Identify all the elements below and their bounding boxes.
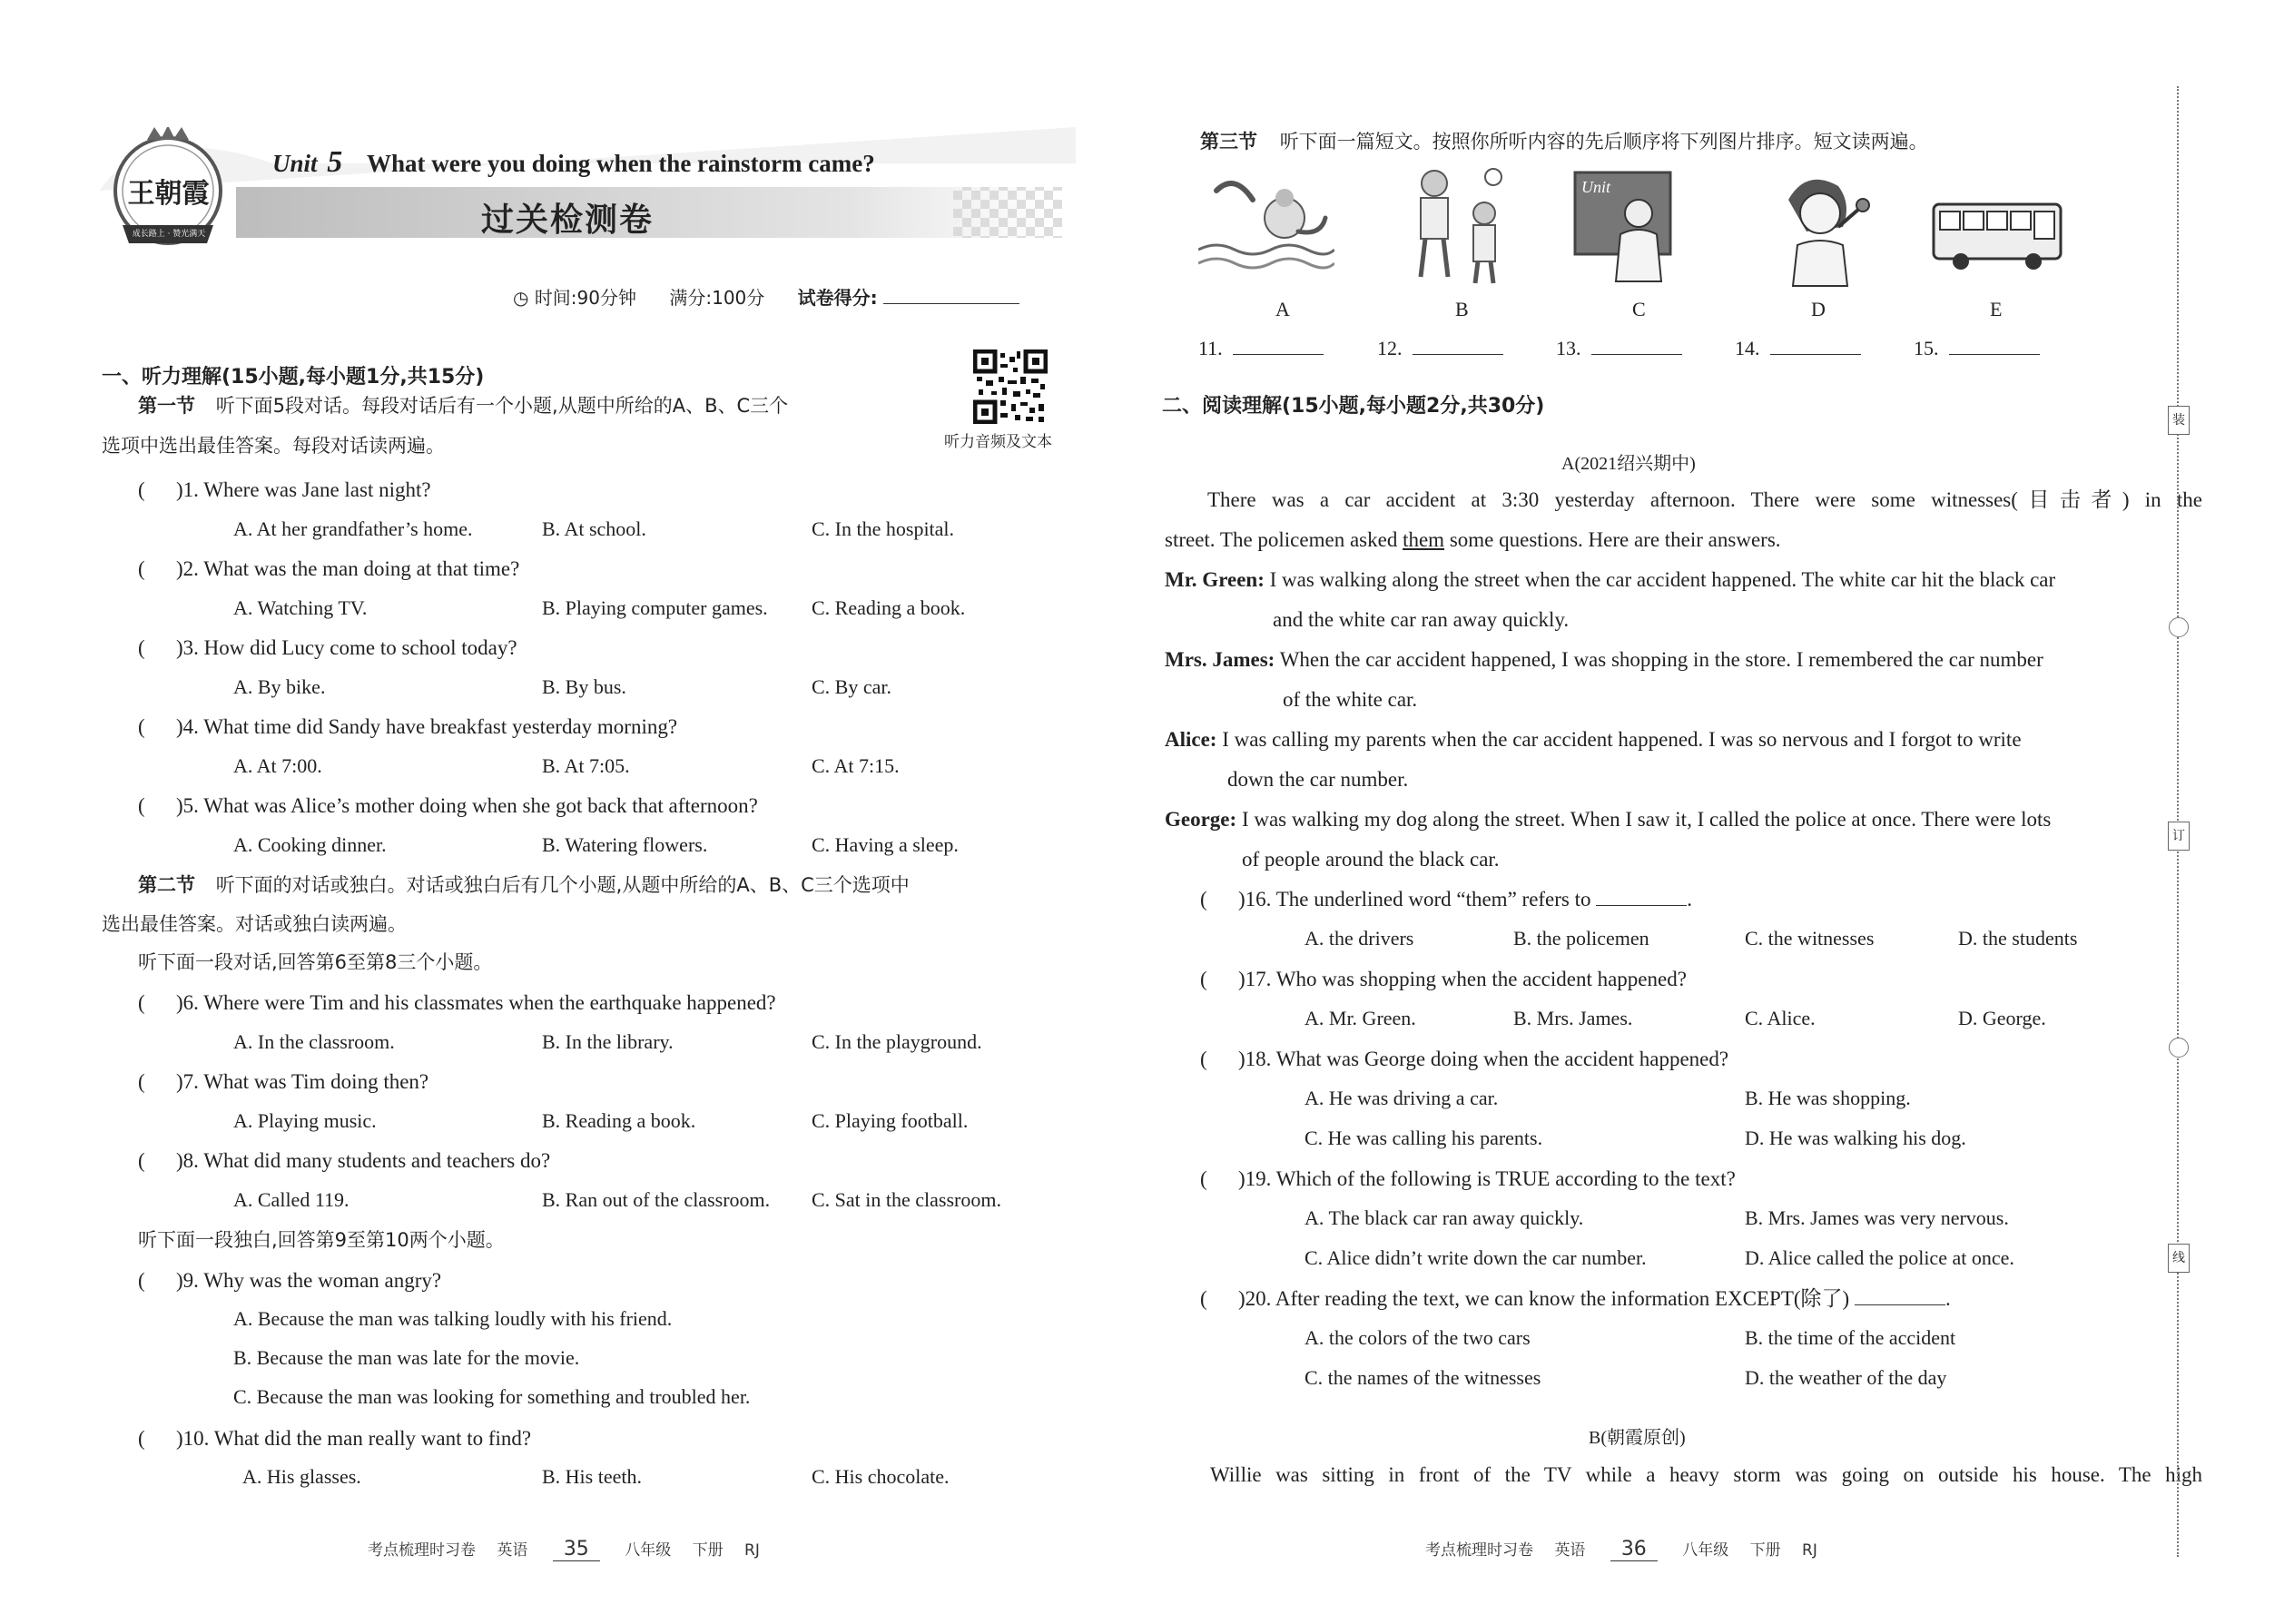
speaker-george-line2: of people around the black car. bbox=[1242, 848, 1500, 871]
time-info: 时间:90分钟 bbox=[534, 287, 636, 309]
q19-option-b: B. Mrs. James was very nervous. bbox=[1745, 1206, 2009, 1229]
unit-label: Unit bbox=[272, 150, 318, 177]
footer-page-number: 36 bbox=[1610, 1538, 1658, 1561]
section3-text: 听下面一篇短文。按照你所听内容的先后顺序将下列图片排序。短文读两遍。 bbox=[1279, 131, 1928, 153]
q6-option-c: C. In the playground. bbox=[812, 1030, 982, 1053]
answer-bracket[interactable]: ( bbox=[138, 557, 145, 580]
question-text: )5. What was Alice’s mother doing when she got back that afternoon? bbox=[176, 794, 758, 817]
question-5 bbox=[138, 792, 758, 820]
q2-option-a: A. Watching TV. bbox=[233, 596, 368, 619]
footer-volume: 下册 bbox=[1749, 1541, 1781, 1560]
question-8 bbox=[138, 1147, 551, 1175]
question-text: )4. What time did Sandy have breakfast yesterday morning? bbox=[176, 715, 678, 738]
blank-13[interactable] bbox=[1556, 337, 1682, 360]
question-16 bbox=[1200, 886, 1693, 913]
q20-option-c: C. the names of the witnesses bbox=[1305, 1366, 1541, 1389]
clock-icon: ◷ bbox=[513, 287, 529, 309]
q8-option-b: B. Ran out of the classroom. bbox=[542, 1188, 771, 1211]
q19-option-a: A. The black car ran away quickly. bbox=[1305, 1206, 1584, 1229]
section1-text: 听下面5段对话。每段对话后有一个小题,从题中所给的A、B、C三个 bbox=[215, 395, 789, 417]
question-17 bbox=[1200, 966, 1687, 993]
picture-label-c: C bbox=[1632, 298, 1646, 320]
logo-text: 王朝霞 bbox=[127, 178, 210, 210]
q6-option-b: B. In the library. bbox=[542, 1030, 674, 1053]
q2-option-c: C. Reading a book. bbox=[812, 596, 966, 619]
question-text: )1. Where was Jane last night? bbox=[176, 478, 431, 501]
board-text: Unit bbox=[1581, 178, 1611, 196]
speaker-mr-green-line2: and the white car ran away quickly. bbox=[1273, 608, 1570, 631]
passage-b-line: Willie was sitting in front of the TV while a heavy storm was going on outside his house. The high bbox=[1210, 1463, 2202, 1486]
question-stem: )16. The underlined word “them” refers to bbox=[1238, 888, 1591, 910]
footer-grade: 八年级 bbox=[1682, 1541, 1729, 1560]
exam-info bbox=[513, 283, 1019, 310]
q20-option-a: A. the colors of the two cars bbox=[1305, 1326, 1531, 1349]
question-stem: )20. After reading the text, we can know the information EXCEPT(除了) bbox=[1238, 1287, 1850, 1310]
reading-heading: 二、阅读理解(15小题,每小题2分,共30分) bbox=[1162, 395, 1545, 418]
q3-option-a: A. By bike. bbox=[233, 675, 326, 698]
left-page bbox=[0, 0, 1135, 1624]
answer-bracket[interactable]: ( bbox=[1200, 1048, 1207, 1070]
q18-option-b: B. He was shopping. bbox=[1745, 1087, 1911, 1109]
blank-number: 12. bbox=[1377, 337, 1403, 359]
footer-subject: 英语 bbox=[1554, 1541, 1586, 1560]
q17-option-a: A. Mr. Green. bbox=[1305, 1007, 1416, 1029]
q10-option-a: A. His glasses. bbox=[242, 1465, 361, 1488]
answer-bracket[interactable]: ( bbox=[138, 636, 145, 659]
intro-text: street. The policemen asked bbox=[1165, 528, 1403, 551]
q9-option-c: C. Because the man was looking for something and troubled her. bbox=[233, 1385, 751, 1408]
singing-picture bbox=[1752, 163, 1888, 290]
blank-15[interactable] bbox=[1914, 337, 2040, 360]
q1-option-a: A. At her grandfather’s home. bbox=[233, 517, 473, 540]
question-text: )3. How did Lucy come to school today? bbox=[176, 636, 517, 659]
question-6 bbox=[138, 989, 776, 1017]
footer-book: 考点梳理时习卷 bbox=[368, 1541, 476, 1560]
binding-hole-icon bbox=[2169, 1038, 2189, 1058]
blank-14[interactable] bbox=[1735, 337, 1861, 360]
q10-option-b: B. His teeth. bbox=[542, 1465, 642, 1488]
passage-b-title: B(朝霞原创) bbox=[1589, 1428, 1686, 1448]
q16-option-d: D. the students bbox=[1958, 927, 2078, 950]
passage-a-intro-1: There was a car accident at 3:30 yesterday afternoon. There were some witnesses(目击者) in the bbox=[1207, 488, 2202, 511]
picture-label-b: B bbox=[1455, 298, 1469, 320]
blank-12[interactable] bbox=[1377, 337, 1503, 360]
blank-number: 15. bbox=[1914, 337, 1939, 359]
qr-code-graphic bbox=[973, 349, 1048, 424]
section1-title: 第一节 bbox=[138, 395, 195, 417]
q7-option-b: B. Reading a book. bbox=[542, 1109, 696, 1132]
picture-label-a: A bbox=[1275, 298, 1290, 320]
footer-left bbox=[368, 1537, 760, 1561]
question-text: )10. What did the man really want to find? bbox=[176, 1427, 532, 1450]
test-title: 过关检测卷 bbox=[481, 202, 655, 239]
footer-edition: RJ bbox=[744, 1541, 760, 1560]
q2-option-b: B. Playing computer games. bbox=[542, 596, 768, 619]
footer-volume: 下册 bbox=[692, 1541, 724, 1560]
answer-line[interactable] bbox=[1596, 905, 1687, 906]
q4-option-c: C. At 7:15. bbox=[812, 754, 900, 777]
q8-option-c: C. Sat in the classroom. bbox=[812, 1188, 1001, 1211]
listening-heading: 一、听力理解(15小题,每小题1分,共15分) bbox=[102, 366, 485, 389]
blank-number: 13. bbox=[1556, 337, 1581, 359]
answer-bracket[interactable]: ( bbox=[138, 478, 145, 501]
q18-option-c: C. He was calling his parents. bbox=[1305, 1127, 1543, 1149]
q5-option-a: A. Cooking dinner. bbox=[233, 833, 387, 856]
footer-edition: RJ bbox=[1802, 1541, 1817, 1560]
picture-e bbox=[1929, 163, 2065, 290]
q9-option-b: B. Because the man was late for the movie. bbox=[233, 1346, 580, 1369]
note-questions-6-8: 听下面一段对话,回答第6至第8三个小题。 bbox=[138, 951, 493, 973]
binding-hole-icon bbox=[2169, 617, 2189, 637]
q7-option-c: C. Playing football. bbox=[812, 1109, 969, 1132]
picture-label-d: D bbox=[1811, 298, 1826, 320]
q19-option-d: D. Alice called the police at once. bbox=[1745, 1246, 2014, 1269]
question-text: )19. Which of the following is TRUE according to the text? bbox=[1238, 1167, 1736, 1190]
question-text: )6. Where were Tim and his classmates when the earthquake happened? bbox=[176, 991, 776, 1014]
speaker-name: George: bbox=[1165, 808, 1237, 831]
answer-bracket[interactable]: ( bbox=[1200, 1287, 1207, 1310]
question-9 bbox=[138, 1267, 442, 1294]
unit-heading bbox=[272, 145, 875, 180]
q5-option-b: B. Watering flowers. bbox=[542, 833, 708, 856]
passage-a-intro-2 bbox=[1165, 527, 1781, 554]
q3-option-c: C. By car. bbox=[812, 675, 891, 698]
swimming-picture bbox=[1198, 163, 1334, 290]
score-label: 试卷得分: bbox=[797, 287, 878, 309]
answer-bracket[interactable]: ( bbox=[1200, 888, 1207, 910]
q7-option-a: A. Playing music. bbox=[233, 1109, 377, 1132]
section2-text: 听下面的对话或独白。对话或独白后有几个小题,从题中所给的A、B、C三个选项中 bbox=[215, 874, 910, 896]
question-text: )17. Who was shopping when the accident happened? bbox=[1238, 968, 1687, 990]
brand-logo bbox=[100, 127, 236, 263]
question-18 bbox=[1200, 1046, 1729, 1073]
answer-line[interactable] bbox=[1591, 354, 1682, 355]
side-mark-ding: 订 bbox=[2168, 822, 2190, 851]
qr-code bbox=[973, 349, 1048, 424]
speaker-line: I was walking along the street when the car accident happened. The white car hit the black car bbox=[1269, 568, 2056, 591]
q16-option-b: B. the policemen bbox=[1513, 927, 1649, 950]
speaker-mrs-james bbox=[1165, 646, 2202, 674]
q4-option-b: B. At 7:05. bbox=[542, 754, 630, 777]
q10-option-c: C. His chocolate. bbox=[812, 1465, 950, 1488]
footer-subject: 英语 bbox=[497, 1541, 528, 1560]
blank-number: 11. bbox=[1198, 337, 1223, 359]
answer-line[interactable] bbox=[1770, 354, 1861, 355]
speaker-line: When the car accident happened, I was shopping in the store. I remembered the car number bbox=[1279, 648, 2043, 671]
speaker-mr-green bbox=[1165, 566, 2202, 594]
volleyball-picture bbox=[1389, 163, 1525, 290]
section2-text-2: 选出最佳答案。对话或独白读两遍。 bbox=[102, 913, 407, 935]
answer-line[interactable] bbox=[1949, 354, 2040, 355]
full-score: 满分:100分 bbox=[669, 287, 765, 309]
question-20 bbox=[1200, 1285, 1951, 1313]
answer-bracket[interactable]: ( bbox=[138, 1269, 145, 1292]
picture-label-e: E bbox=[1990, 298, 2003, 320]
side-mark-zhuang: 装 bbox=[2168, 406, 2190, 435]
side-mark-xian: 线 bbox=[2168, 1244, 2190, 1273]
intro-text: some questions. Here are their answers. bbox=[1444, 528, 1781, 551]
section1-intro bbox=[138, 392, 788, 419]
speaker-george bbox=[1165, 806, 2202, 833]
question-text: )18. What was George doing when the accident happened? bbox=[1238, 1048, 1729, 1070]
section3-intro bbox=[1200, 128, 1928, 155]
footer-book: 考点梳理时习卷 bbox=[1425, 1541, 1533, 1560]
question-3 bbox=[138, 635, 517, 662]
underlined-word: them bbox=[1403, 528, 1445, 551]
answer-line[interactable] bbox=[1233, 354, 1324, 355]
answer-bracket[interactable]: ( bbox=[138, 794, 145, 817]
q6-option-a: A. In the classroom. bbox=[233, 1030, 395, 1053]
answer-bracket[interactable]: ( bbox=[138, 1427, 145, 1450]
footer-grade: 八年级 bbox=[625, 1541, 672, 1560]
header-banner bbox=[91, 127, 1076, 263]
speaker-line: I was calling my parents when the car accident happened. I was so nervous and I forgot to write bbox=[1222, 728, 2022, 751]
section3-title: 第三节 bbox=[1200, 131, 1257, 153]
q16-option-c: C. the witnesses bbox=[1745, 927, 1875, 950]
q1-option-c: C. In the hospital. bbox=[812, 517, 955, 540]
speaker-alice bbox=[1165, 726, 2202, 753]
question-text: )7. What was Tim doing then? bbox=[176, 1070, 429, 1093]
speaker-name: Mrs. James: bbox=[1165, 648, 1275, 671]
answer-bracket[interactable]: ( bbox=[138, 1070, 145, 1093]
q20-option-b: B. the time of the accident bbox=[1745, 1326, 1956, 1349]
unit-title: What were you doing when the rainstorm came? bbox=[367, 150, 875, 177]
question-text bbox=[1238, 1285, 1951, 1313]
section2-intro bbox=[138, 871, 910, 899]
logo-ribbon-text: 成长路上 · 赞光满天 bbox=[132, 230, 206, 239]
question-tail: . bbox=[1687, 888, 1693, 910]
q18-option-a: A. He was driving a car. bbox=[1305, 1087, 1499, 1109]
speaker-name: Mr. Green: bbox=[1165, 568, 1265, 591]
answer-bracket[interactable]: ( bbox=[1200, 968, 1207, 990]
qr-caption: 听力音频及文本 bbox=[944, 433, 1052, 451]
q5-option-c: C. Having a sleep. bbox=[812, 833, 959, 856]
speaker-name: Alice: bbox=[1165, 728, 1217, 751]
answer-bracket[interactable]: ( bbox=[1200, 1167, 1207, 1190]
q4-option-a: A. At 7:00. bbox=[233, 754, 322, 777]
q17-option-b: B. Mrs. James. bbox=[1513, 1007, 1633, 1029]
question-text: )2. What was the man doing at that time? bbox=[176, 557, 520, 580]
passage-a-title: A(2021绍兴期中) bbox=[1561, 454, 1696, 474]
note-questions-9-10: 听下面一段独白,回答第9至第10两个小题。 bbox=[138, 1229, 505, 1251]
question-4 bbox=[138, 714, 678, 741]
score-blank[interactable] bbox=[883, 303, 1019, 304]
speaker-mrs-james-line2: of the white car. bbox=[1283, 688, 1418, 711]
bus-picture bbox=[1929, 163, 2065, 290]
question-text bbox=[1238, 886, 1692, 913]
blank-11[interactable] bbox=[1198, 337, 1324, 360]
picture-b bbox=[1389, 163, 1525, 290]
answer-line[interactable] bbox=[1855, 1304, 1945, 1305]
picture-a bbox=[1198, 163, 1334, 290]
section1-text-2: 选项中选出最佳答案。每段对话读两遍。 bbox=[102, 435, 445, 457]
question-7 bbox=[138, 1068, 429, 1096]
right-page bbox=[1135, 0, 2294, 1624]
q17-option-d: D. George. bbox=[1958, 1007, 2046, 1029]
question-19 bbox=[1200, 1166, 1736, 1193]
answer-bracket[interactable]: ( bbox=[138, 991, 145, 1014]
q20-option-d: D. the weather of the day bbox=[1745, 1366, 1947, 1389]
q18-option-d: D. He was walking his dog. bbox=[1745, 1127, 1966, 1149]
question-tail: . bbox=[1944, 1287, 1951, 1310]
answer-line[interactable] bbox=[1413, 354, 1503, 355]
answer-bracket[interactable]: ( bbox=[138, 1149, 145, 1172]
blank-number: 14. bbox=[1735, 337, 1760, 359]
q8-option-a: A. Called 119. bbox=[233, 1188, 350, 1211]
answer-bracket[interactable]: ( bbox=[138, 715, 145, 738]
q16-option-a: A. the drivers bbox=[1305, 927, 1414, 950]
footer-page-number: 35 bbox=[553, 1538, 600, 1561]
question-10 bbox=[138, 1425, 532, 1452]
unit-number: 5 bbox=[327, 145, 343, 179]
speaker-alice-line2: down the car number. bbox=[1227, 768, 1409, 791]
footer-right bbox=[1425, 1537, 1817, 1561]
q9-option-a: A. Because the man was talking loudly with his friend. bbox=[233, 1307, 673, 1330]
q19-option-c: C. Alice didn’t write down the car number. bbox=[1305, 1246, 1647, 1269]
q3-option-b: B. By bus. bbox=[542, 675, 626, 698]
section2-title: 第二节 bbox=[138, 874, 195, 896]
question-text: )8. What did many students and teachers do? bbox=[176, 1149, 551, 1172]
question-2 bbox=[138, 556, 520, 583]
picture-d bbox=[1752, 163, 1888, 290]
q1-option-b: B. At school. bbox=[542, 517, 646, 540]
speaker-line: I was walking my dog along the street. When I saw it, I called the police at once. There were lots bbox=[1241, 808, 2052, 831]
question-text: )9. Why was the woman angry? bbox=[176, 1269, 442, 1292]
picture-c bbox=[1570, 163, 1707, 290]
q17-option-c: C. Alice. bbox=[1745, 1007, 1816, 1029]
question-1 bbox=[138, 477, 431, 504]
